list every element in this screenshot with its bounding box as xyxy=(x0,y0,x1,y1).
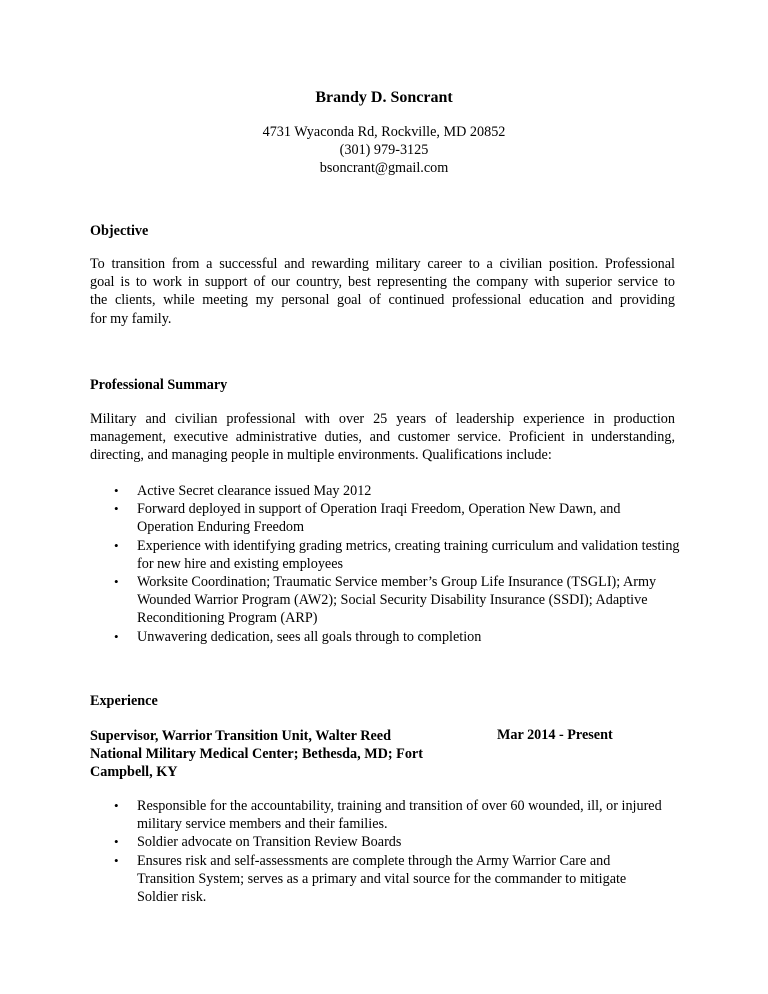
objective-line: To transition from a successful and rewarding military career to a civilian position. Professional xyxy=(90,256,675,272)
objective-heading: Objective xyxy=(90,223,149,239)
address-line: 4731 Wyaconda Rd, Rockville, MD 20852 xyxy=(262,124,506,140)
job-duties-list xyxy=(90,797,665,906)
summary-heading: Professional Summary xyxy=(90,377,228,393)
qualifications-list xyxy=(90,482,680,646)
list-item: • Responsible for the accountability, training and transition of over 60 wounded, ill, or injured military service members and their families. xyxy=(90,797,665,833)
job-title-line: Campbell, KY xyxy=(90,764,178,781)
summary-line: directing, and managing people in multiple environments. Qualifications include: xyxy=(90,447,552,464)
summary-line: Military and civilian professional with over 25 years of leadership experience in production xyxy=(90,411,675,427)
experience-heading: Experience xyxy=(90,693,158,709)
list-item: • Ensures risk and self-assessments are complete through the Army Warrior Care and Transition System; serves as a primary and vital source for the commander to mitigate Soldier risk. xyxy=(90,852,665,907)
candidate-name: Brandy D. Soncrant xyxy=(315,89,453,106)
objective-line: for my family. xyxy=(90,310,172,327)
job-title-line: National Military Medical Center; Bethesda, MD; Fort xyxy=(90,746,423,763)
list-item: • Forward deployed in support of Operation Iraqi Freedom, Operation New Dawn, and Operation Enduring Freedom xyxy=(90,500,680,536)
list-item: • Soldier advocate on Transition Review Boards xyxy=(90,833,665,851)
job-title xyxy=(90,727,460,782)
list-item: • Experience with identifying grading metrics, creating training curriculum and validation testing for new hire and existing employees xyxy=(90,537,680,573)
phone-line: (301) 979-3125 xyxy=(339,142,429,158)
objective-line: goal is to work in support of our country, best representing the company with superior service to xyxy=(90,274,675,291)
job-title-line: Supervisor, Warrior Transition Unit, Walter Reed xyxy=(90,728,391,744)
list-item: • Worksite Coordination; Traumatic Service member’s Group Life Insurance (TSGLI); Army Wounded Warrior Program (AW2); Social Security Disability Insurance (SSDI); Adaptive Reconditioning Program (ARP) xyxy=(90,573,680,628)
summary-paragraph xyxy=(90,410,675,465)
list-item: • Active Secret clearance issued May 2012 xyxy=(90,482,680,500)
objective-paragraph xyxy=(90,255,675,328)
email-line: bsoncrant@gmail.com xyxy=(319,160,449,176)
list-item: • Unwavering dedication, sees all goals through to completion xyxy=(90,628,680,646)
job-dates: Mar 2014 - Present xyxy=(497,727,613,743)
objective-line: the clients, while meeting my personal goal of continued professional education and providing xyxy=(90,292,675,309)
summary-line: management, executive administrative duties, and customer service. Proficient in understanding, xyxy=(90,429,675,446)
